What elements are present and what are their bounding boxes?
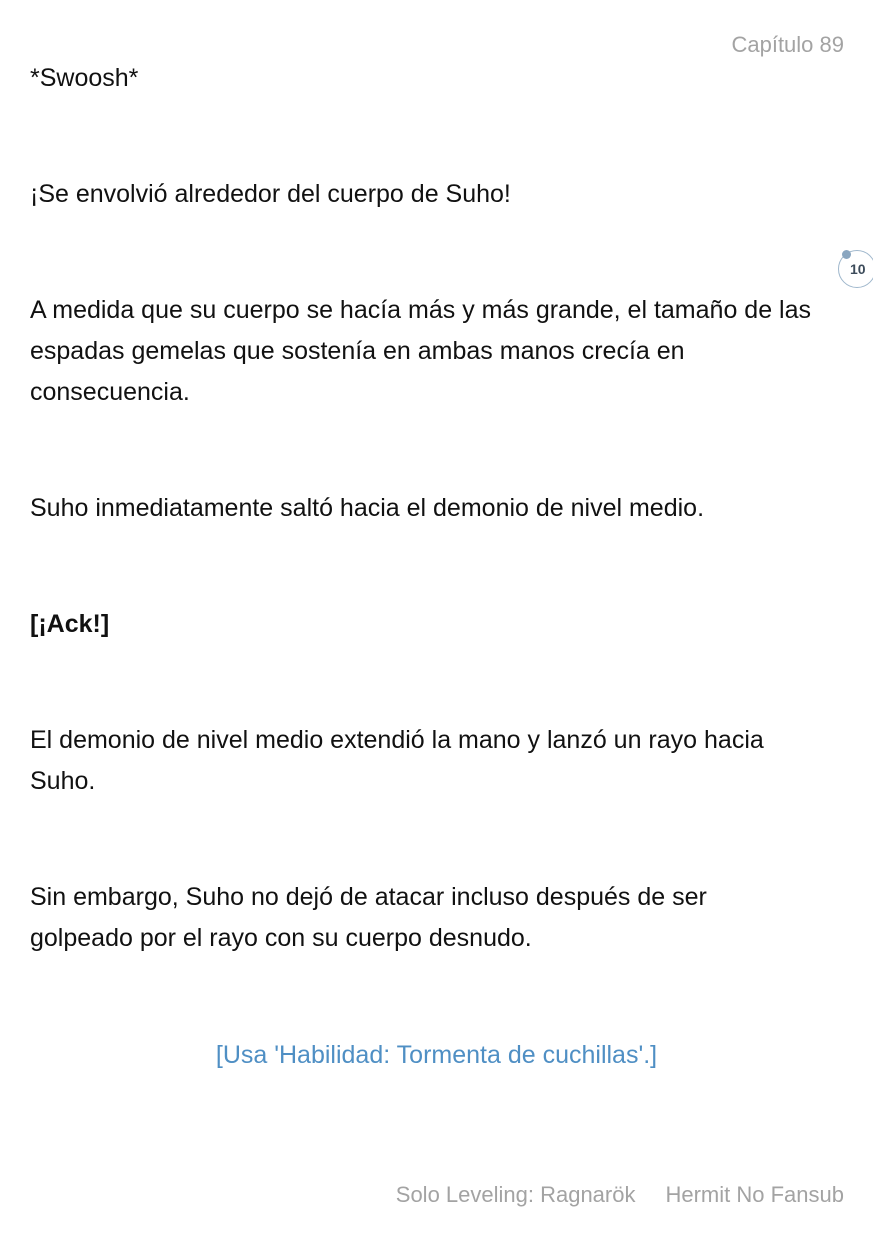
paragraph-sound-effect: *Swoosh*	[30, 64, 139, 92]
paragraph: Sin embargo, Suho no dejó de atacar incluso después de ser golpeado por el rayo con su cuerpo desnudo.	[30, 883, 707, 952]
footer-group: Hermit No Fansub	[665, 1182, 844, 1207]
paragraph: A medida que su cuerpo se hacía más y más grande, el tamaño de las espadas gemelas que sostenía en ambas manos crecía en consecuencia.	[30, 296, 812, 406]
paragraph: Suho inmediatamente saltó hacia el demonio de nivel medio.	[30, 494, 705, 522]
chapter-title: Capítulo 89	[731, 32, 844, 57]
page-number: 10	[850, 261, 866, 277]
paragraph: El demonio de nivel medio extendió la mano y lanzó un rayo hacia Suho.	[30, 726, 764, 795]
paragraph: ¡Se envolvió alrededor del cuerpo de Suho!	[30, 180, 511, 208]
footer-series: Solo Leveling: Ragnarök	[395, 1182, 636, 1207]
system-message: [Usa 'Habilidad: Tormenta de cuchillas'.]	[215, 1041, 658, 1069]
page-number-badge[interactable]	[838, 250, 873, 288]
footer	[396, 1182, 844, 1208]
indicator-dot-icon	[842, 250, 851, 259]
paragraph-dialogue: [¡Ack!]	[30, 610, 110, 638]
